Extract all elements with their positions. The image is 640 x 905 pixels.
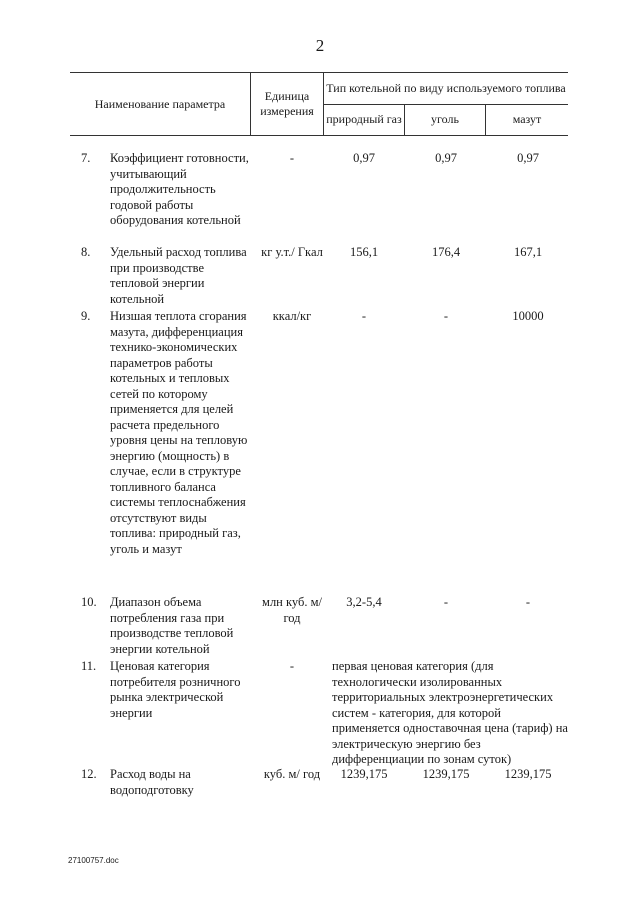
row-name: Диапазон объема потребления газа при производстве тепловой энергии котельной (110, 595, 234, 656)
table-header (70, 72, 568, 136)
row-number: 9. (81, 309, 91, 323)
row-unit: млн куб. м/год (262, 595, 322, 625)
header-fuel-type: Тип котельной по виду используемого топлива (324, 73, 569, 105)
row-gas-value: 0,97 (353, 151, 375, 165)
header-param-name: Наименование параметра (70, 73, 251, 136)
row-coal-value: - (443, 309, 449, 323)
row-number: 7. (81, 151, 91, 165)
row-unit: кг у.т./ Гкал (261, 245, 323, 259)
row-oil-value: 1239,175 (504, 767, 552, 781)
header-gas: природный газ (324, 104, 405, 136)
row-coal-value: 176,4 (431, 245, 461, 259)
row-unit: - (289, 659, 295, 673)
row-name: Расход воды на водоподготовку (110, 767, 194, 797)
row-number: 12. (81, 767, 97, 781)
row-number: 8. (81, 245, 91, 259)
row-unit: ккал/кг (272, 309, 312, 323)
row-merged-value: первая ценовая категория (для технологически изолированных территориальных электроэнергетических систем - категория, для которой применяется одноставочная цена (тариф) на электрическую энергию без дифференциации по зонам суток) (332, 659, 568, 766)
row-name: Ценовая категория потребителя розничного рынка электрической энергии (110, 659, 241, 720)
row-number: 11. (81, 659, 97, 673)
row-unit: куб. м/ год (263, 767, 321, 781)
row-coal-value: 1239,175 (422, 767, 470, 781)
row-name: Низшая теплота сгорания мазута, дифференциация технико-экономических параметров работы котельных и тепловых сетей по которому применяется для целей расчета предельного уровня цены на тепловую энергию (мощность) в случае, если в структуре топливного баланса системы теплоснабжения отсутствуют виды топлива: природный газ, уголь и мазут (110, 309, 248, 556)
row-gas-value: 1239,175 (340, 767, 388, 781)
row-gas-value: - (361, 309, 367, 323)
row-name: Удельный расход топлива при производстве тепловой энергии котельной (110, 245, 247, 306)
row-name: Коэффициент готовности, учитывающий продолжительность годовой работы оборудования котельной (110, 151, 249, 227)
row-coal-value: - (443, 595, 449, 609)
page-number: 2 (315, 36, 325, 55)
header-coal: уголь (405, 104, 486, 136)
header-unit: Единица измерения (251, 73, 324, 136)
row-gas-value: 156,1 (349, 245, 379, 259)
header-oil: мазут (486, 104, 569, 136)
document-footer: 27100757.doc (68, 856, 119, 865)
row-oil-value: - (525, 595, 531, 609)
row-coal-value: 0,97 (435, 151, 457, 165)
row-unit: - (289, 151, 295, 165)
row-number: 10. (81, 595, 97, 609)
row-oil-value: 0,97 (517, 151, 539, 165)
row-oil-value: 10000 (512, 309, 544, 323)
row-oil-value: 167,1 (513, 245, 543, 259)
row-gas-value: 3,2-5,4 (346, 595, 382, 609)
